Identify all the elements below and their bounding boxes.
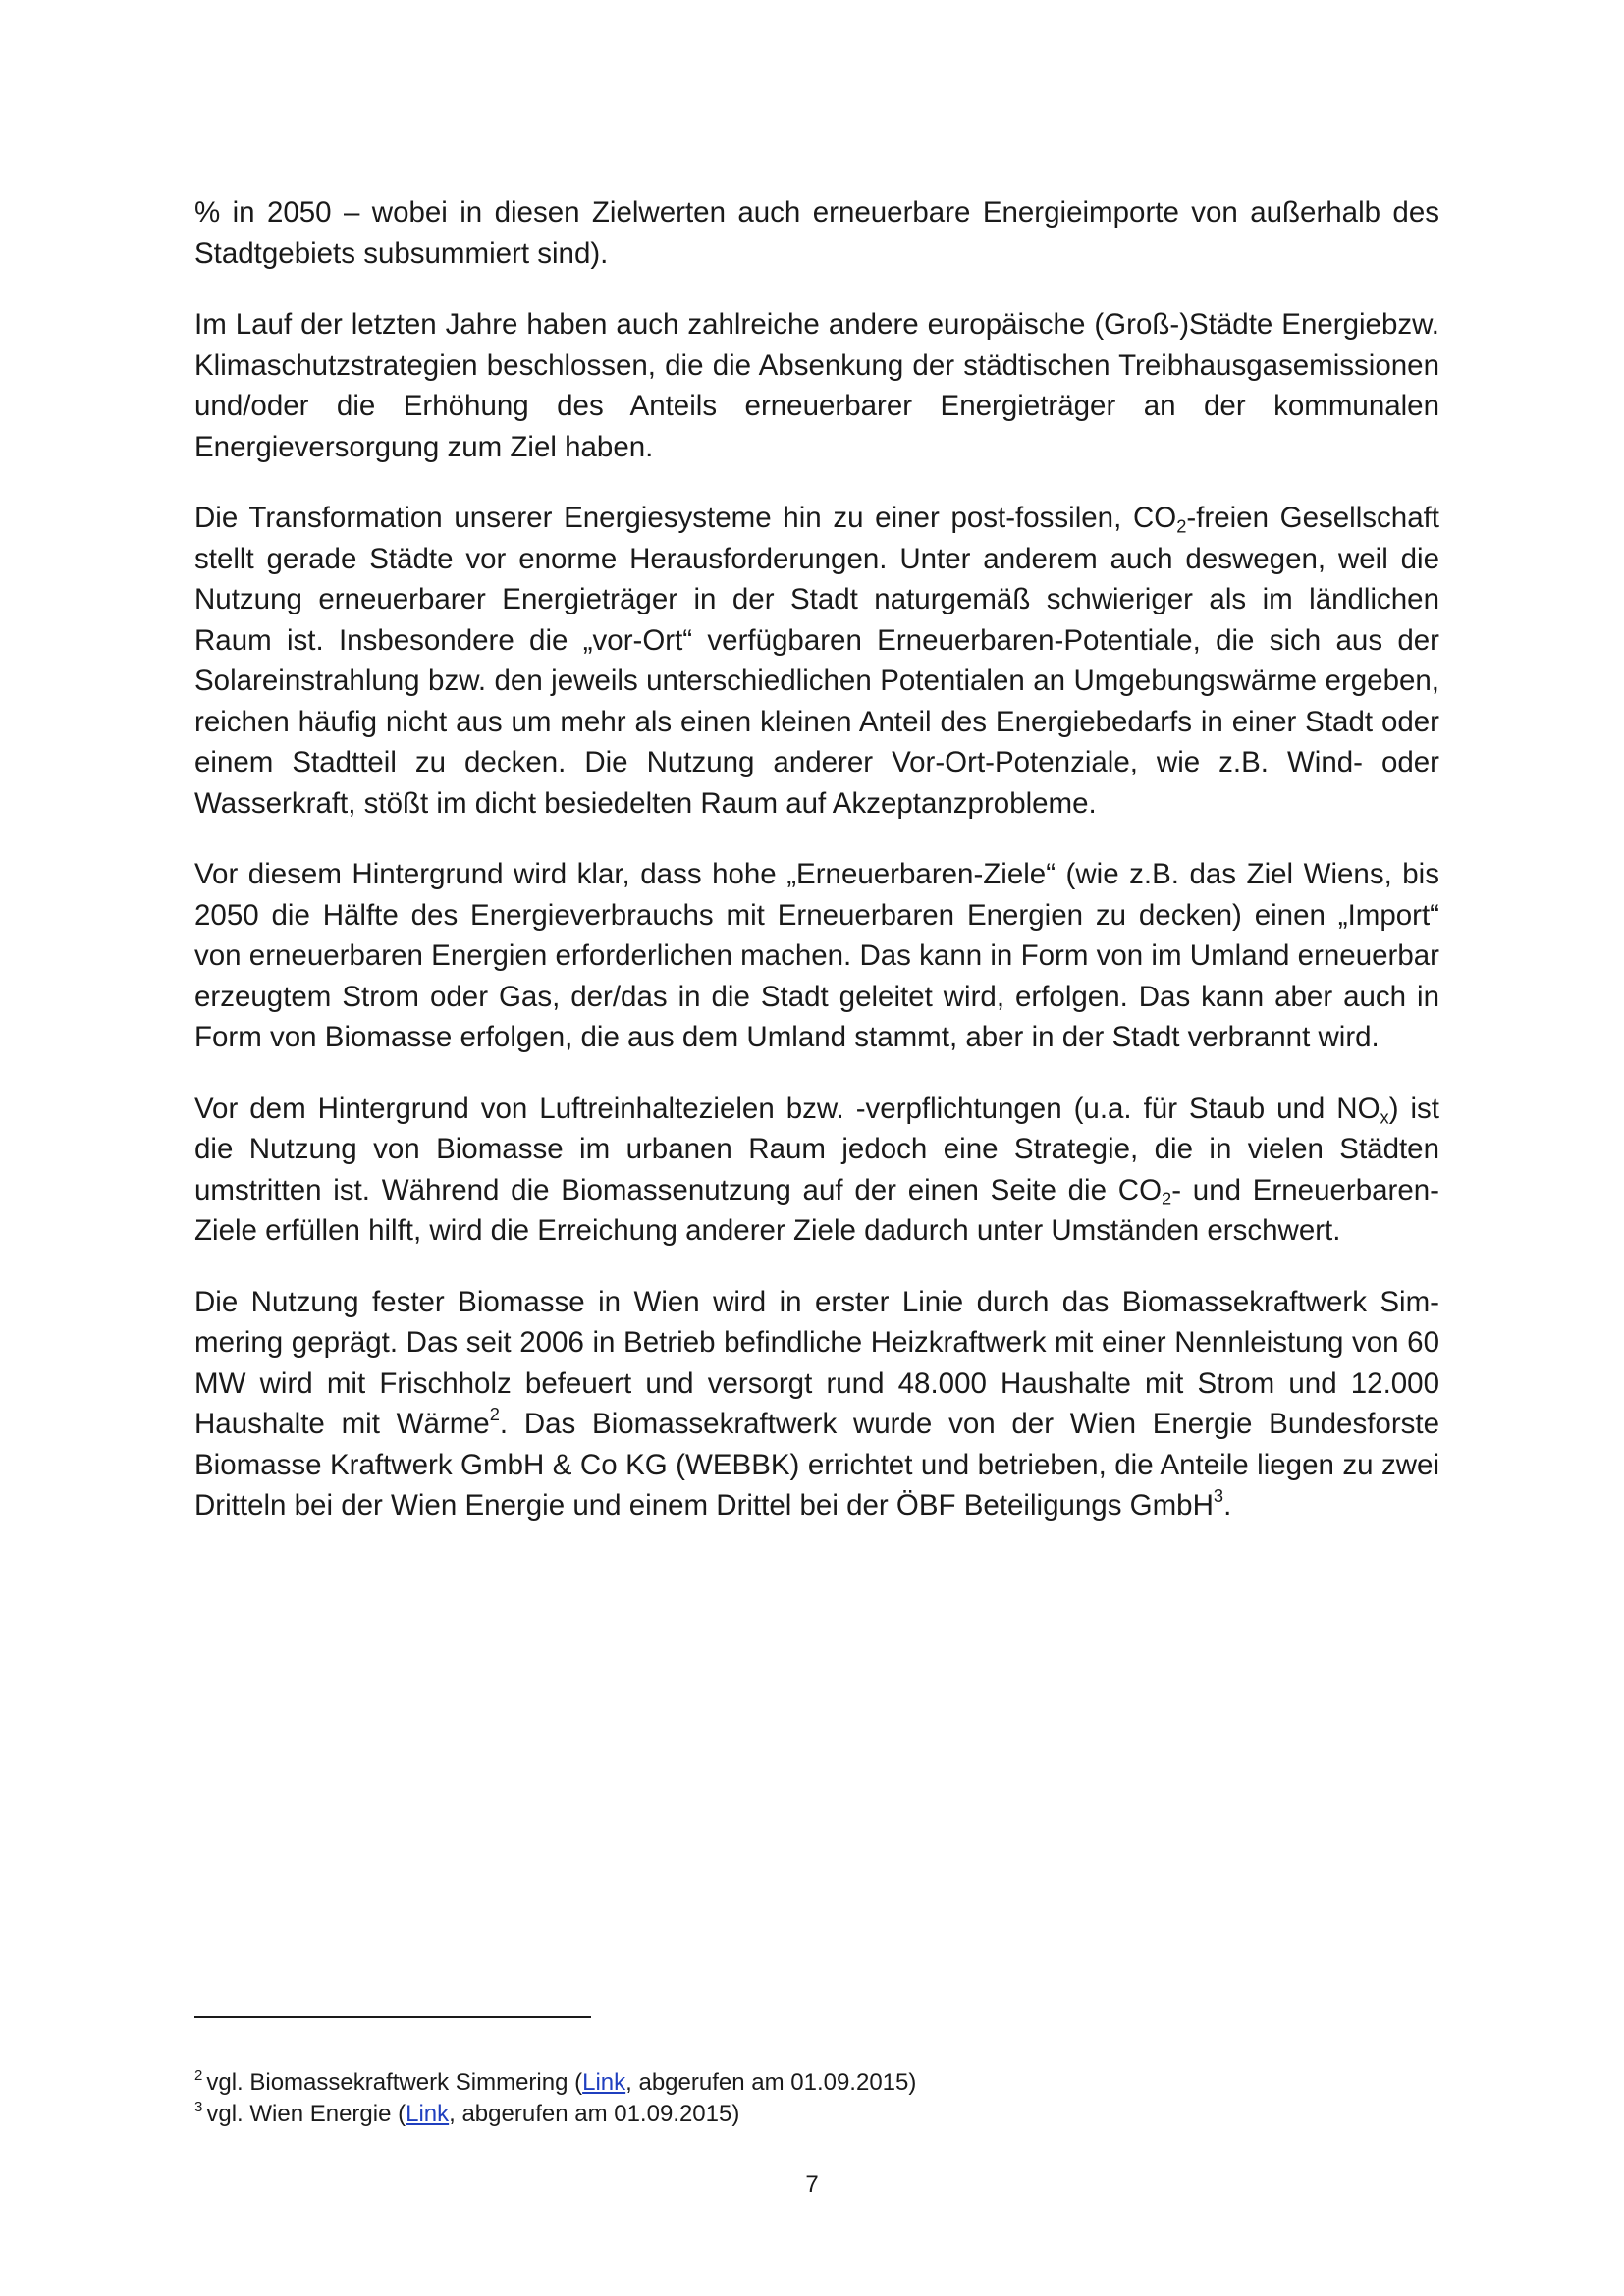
subscript: 2 [1176,515,1187,537]
footnote-link[interactable]: Link [406,2101,450,2127]
paragraph-text: % in 2050 – wobei in diesen Zielwerten auch erneuerbare Energieimporte von außerhalb des Stadtgebiets subsummiert sind). [194,196,1439,270]
footnote-reference: 3 [1213,1485,1224,1507]
paragraph-text: Die Transformation unserer Energiesysteme hin zu einer post-fossilen, CO [194,502,1177,534]
paragraph [194,1089,1439,1252]
footnote-reference: 2 [489,1404,500,1425]
subscript: 2 [1162,1187,1172,1208]
footnote-number: 2 [194,2067,203,2084]
footnote-2 [194,2067,1439,2099]
paragraph [194,854,1439,1058]
footnote-3 [194,2099,1439,2130]
paragraph-text: ) ist die Nutzung von Biomasse im urbanen Raum jedoch eine Strategie, die in vielen Städten umstritten ist. Während die Biomassenutzung auf der einen Seite die CO [194,1092,1439,1206]
paragraph-text: . Das Biomassekraftwerk wurde von der Wien Energie Bundesforste Biomasse Kraftwerk GmbH & Co KG (WEBBK) errichtet und betrieben, die Anteile liegen zu zwei Dritteln bei der Wien Energie und einem Drittel bei der ÖBF Beteiligungs GmbH [194,1408,1439,1522]
page-number: 7 [805,2171,819,2198]
footnote-text-before: vgl. Biomassekraftwerk Simmering ( [206,2069,583,2096]
paragraph-text: Vor diesem Hintergrund wird klar, dass hohe „Erneuerbaren-Ziele“ (wie z.B. das Ziel Wiens, bis 2050 die Hälfte des Energieverbrauchs mit Erneuerbaren Energien zu decken) einen „Import“ von erneuerbaren Energien erforderlichen machen. Das kann in Form von im Umland erneuerbar erzeugtem Strom oder Gas, der/das in die Stadt geleitet wird, erfolgen. Das kann aber auch in Form von Biomasse erfolgen, die aus dem Umland stammt, aber in der Stadt verbrannt wird. [194,858,1439,1053]
footnote-link[interactable]: Link [582,2069,626,2096]
paragraph [194,192,1439,274]
footnote-separator [194,2016,591,2018]
subscript: x [1380,1105,1389,1127]
footnote-text-after: , abgerufen am 01.09.2015) [449,2101,740,2127]
body-text [194,192,1439,1557]
paragraph [194,498,1439,824]
footnotes [194,2067,1439,2130]
paragraph [194,1282,1439,1526]
footnote-text-before: vgl. Wien Energie ( [206,2101,406,2127]
paragraph-text: . [1223,1489,1232,1522]
paragraph [194,304,1439,467]
paragraph-text: -freien Gesellschaft stellt gerade Städte vor enorme Herausforderungen. Unter anderem auch deswegen, weil die Nutzung erneuerbarer Energieträger in der Stadt naturgemäß schwieriger als im ländlichen Raum ist. Insbesondere die „vor-Ort“ verfügbaren Erneuerbaren-Potentiale, die sich aus der Solareinstrahlung bzw. den jeweils unterschiedlichen Potentialen an Umgebungswärme ergeben, reichen häufig nicht aus um mehr als einen kleinen Anteil des Energiebedarfs in einer Stadt oder einem Stadtteil zu decken. Die Nutzung anderer Vor-Ort-Potenziale, wie z.B. Wind- oder Wasserkraft, stößt im dicht besiedelten Raum auf Akzeptanzprobleme. [194,502,1439,820]
paragraph-text: Im Lauf der letzten Jahre haben auch zahlreiche andere europäische (Groß-)Städte Energiebzw. Klimaschutzstrategien beschlossen, die die Absenkung der städtischen Treibhausgasemissionen und/oder die Erhöhung des Anteils erneuerbarer Energieträger an der kommunalen Energieversorgung zum Ziel haben. [194,308,1439,463]
paragraph-text: - und Erneuerbaren-Ziele erfüllen hilft, wird die Erreichung anderer Ziele dadurch unter Umständen erschwert. [194,1173,1439,1247]
footnote-number: 3 [194,2099,203,2115]
footnote-text-after: , abgerufen am 01.09.2015) [625,2069,917,2096]
paragraph-text: Vor dem Hintergrund von Luftreinhaltezielen bzw. -verpflichtungen (u.a. für Staub und NO [194,1092,1380,1125]
paragraph-text: Die Nutzung fester Biomasse in Wien wird in erster Linie durch das Biomassekraftwerk Simmering geprägt. Das seit 2006 in Betrieb befindliche Heizkraftwerk mit einer Nennleistung von 60 MW wird mit Frischholz befeuert und versorgt rund 48.000 Haushalte mit Strom und 12.000 Haushalte mit Wärme [194,1285,1439,1440]
